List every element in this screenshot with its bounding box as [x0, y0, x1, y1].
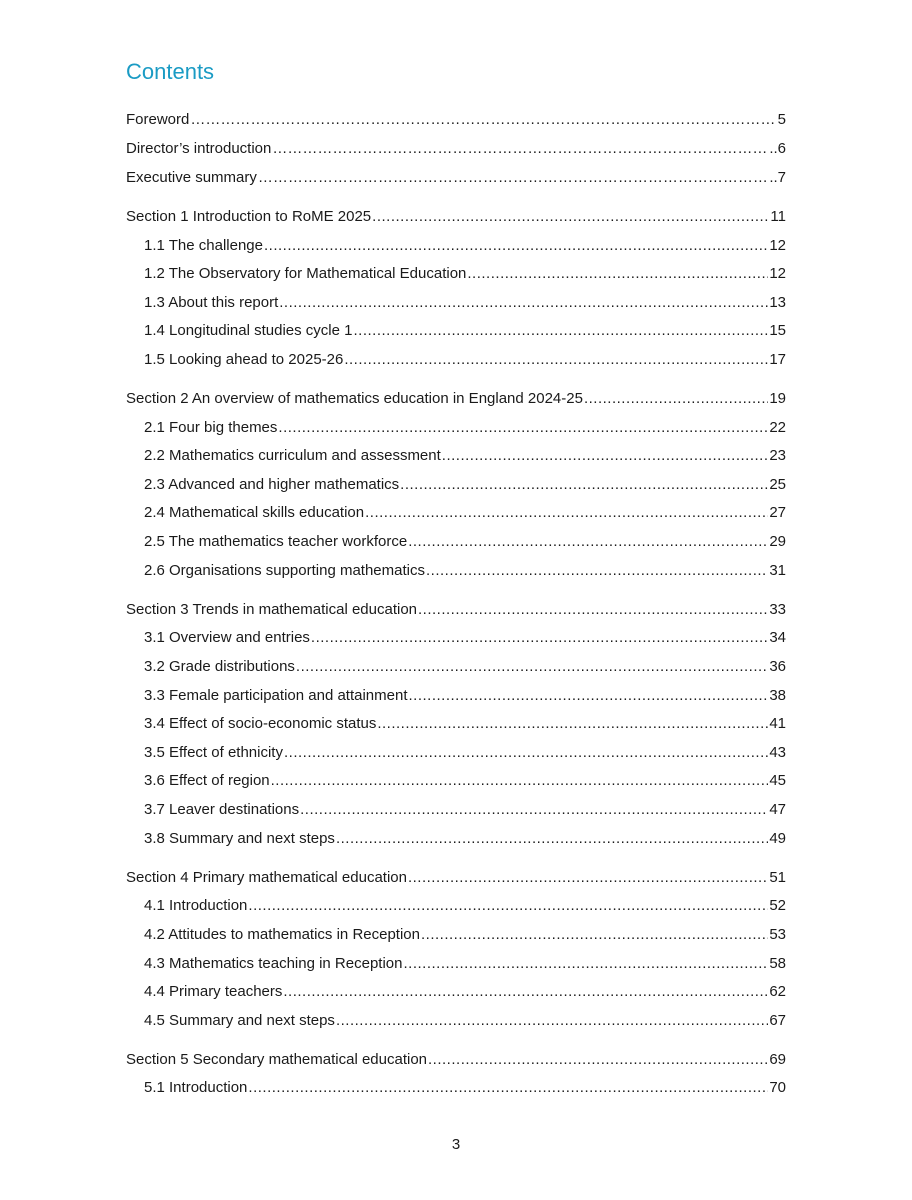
toc-entry-page: 49 [769, 830, 786, 847]
toc-entry-label: 3.7 Leaver destinations [144, 801, 300, 818]
toc-entry-label: 3.2 Grade distributions [144, 658, 295, 675]
dot-leader [403, 954, 768, 974]
dot-leader [365, 503, 768, 523]
toc-entry-label: 3.1 Overview and entries [144, 629, 310, 646]
toc-front-matter-entry[interactable] [126, 139, 786, 159]
toc-entry-label: Foreword [126, 111, 190, 128]
toc-entry-page: 62 [769, 983, 786, 1000]
toc-subsection-entry[interactable] [144, 743, 786, 763]
toc-subsection-entry[interactable] [144, 264, 786, 284]
dot-leader [377, 714, 768, 734]
toc-subsection-entry[interactable] [144, 1078, 786, 1098]
dot-leader [271, 771, 769, 791]
toc-entry-label: 1.5 Looking ahead to 2025-26 [144, 351, 344, 368]
dot-leader [426, 561, 768, 581]
toc-entry-label: 4.3 Mathematics teaching in Reception [144, 955, 403, 972]
toc-subsection-entry[interactable] [144, 800, 786, 820]
dot-leader [190, 110, 776, 130]
toc-entry-page: 29 [769, 533, 786, 550]
page-number: 3 [451, 1136, 461, 1153]
toc-entry-label: 4.5 Summary and next steps [144, 1012, 335, 1029]
dot-leader [296, 657, 768, 677]
toc-entry-label: Section 5 Secondary mathematical education [126, 1051, 428, 1068]
dot-leader [336, 829, 768, 849]
toc-entry-page: 17 [769, 351, 786, 368]
toc-entry-page: 45 [769, 772, 786, 789]
dot-leader [248, 1078, 768, 1098]
toc-entry-label: 1.2 The Observatory for Mathematical Education [144, 265, 467, 282]
contents-heading: Contents [126, 59, 215, 84]
toc-entry-page: 12 [769, 237, 786, 254]
toc-subsection-entry[interactable] [144, 829, 786, 849]
toc-entry-page: 41 [769, 715, 786, 732]
toc-entry-page: 13 [769, 294, 786, 311]
toc-entry-label: 3.4 Effect of socio-economic status [144, 715, 377, 732]
toc-entry-label: 2.3 Advanced and higher mathematics [144, 476, 400, 493]
dot-leader [353, 321, 768, 341]
toc-entry-label: 1.1 The challenge [144, 237, 263, 254]
toc-entry-page: 27 [769, 504, 786, 521]
toc-subsection-entry[interactable] [144, 418, 786, 438]
toc-subsection-entry[interactable] [144, 350, 786, 370]
toc-subsection-entry[interactable] [144, 1011, 786, 1031]
toc-subsection-entry[interactable] [144, 532, 786, 552]
toc-entry-label: 3.8 Summary and next steps [144, 830, 335, 847]
toc-entry-label: 3.5 Effect of ethnicity [144, 744, 283, 761]
toc-entry-label: 2.5 The mathematics teacher workforce [144, 533, 408, 550]
toc-entry-label: Executive summary [126, 169, 257, 186]
toc-entry-page: 33 [769, 601, 786, 618]
toc-entry-label: 2.6 Organisations supporting mathematics [144, 562, 425, 579]
toc-entry-page: 11 [770, 208, 786, 225]
dot-leader [311, 628, 768, 648]
toc-entry-page: 51 [769, 869, 786, 886]
toc-subsection-entry[interactable] [144, 925, 786, 945]
toc-subsection-entry[interactable] [144, 475, 786, 495]
dot-leader [418, 600, 768, 620]
toc-subsection-entry[interactable] [144, 236, 786, 256]
toc-entry-page: 22 [769, 419, 786, 436]
dot-leader [428, 1050, 768, 1070]
dot-leader [344, 350, 768, 370]
toc-section-entry[interactable] [126, 207, 786, 227]
toc-subsection-entry[interactable] [144, 293, 786, 313]
toc-entry-page: 69 [769, 1051, 786, 1068]
dot-leader [279, 293, 768, 313]
toc-entry-label: 1.3 About this report [144, 294, 279, 311]
toc-subsection-entry[interactable] [144, 446, 786, 466]
toc-entry-label: 5.1 Introduction [144, 1079, 248, 1096]
dot-leader [336, 1011, 768, 1031]
dot-leader [272, 139, 768, 159]
toc-entry-label: Section 1 Introduction to RoME 2025 [126, 208, 372, 225]
toc-subsection-entry[interactable] [144, 896, 786, 916]
toc-entry-page: 12 [769, 265, 786, 282]
dot-leader [264, 236, 768, 256]
toc-entry-page: 34 [769, 629, 786, 646]
toc-subsection-entry[interactable] [144, 982, 786, 1002]
toc-subsection-entry[interactable] [144, 628, 786, 648]
dot-leader [258, 168, 768, 188]
toc-front-matter-entry[interactable] [126, 168, 786, 188]
toc-entry-label: 1.4 Longitudinal studies cycle 1 [144, 322, 353, 339]
toc-entry-label: Section 3 Trends in mathematical education [126, 601, 417, 618]
toc-section-entry[interactable] [126, 1050, 786, 1070]
toc-entry-label: 3.6 Effect of region [144, 772, 270, 789]
dot-leader [372, 207, 769, 227]
toc-section-entry[interactable] [126, 389, 786, 409]
dot-leader [300, 800, 768, 820]
toc-entry-label: 4.4 Primary teachers [144, 983, 283, 1000]
toc-entry-page: 36 [769, 658, 786, 675]
toc-entry-page: 5 [777, 111, 786, 128]
toc-entry-page: ..6 [769, 140, 786, 157]
toc-entry-page: 23 [769, 447, 786, 464]
toc-subsection-entry[interactable] [144, 686, 786, 706]
toc-entry-page: 53 [769, 926, 786, 943]
toc-subsection-entry[interactable] [144, 714, 786, 734]
toc-subsection-entry[interactable] [144, 561, 786, 581]
toc-entry-page: 67 [769, 1012, 786, 1029]
toc-entry-label: Director’s introduction [126, 140, 272, 157]
dot-leader [467, 264, 768, 284]
toc-entry-label: 4.1 Introduction [144, 897, 248, 914]
toc-entry-label: 2.1 Four big themes [144, 419, 278, 436]
dot-leader [284, 743, 768, 763]
toc-section-entry[interactable] [126, 600, 786, 620]
toc-entry-page: 58 [769, 955, 786, 972]
toc-entry-label: Section 2 An overview of mathematics education in England 2024-25 [126, 390, 583, 407]
dot-leader [248, 896, 768, 916]
toc-subsection-entry[interactable] [144, 503, 786, 523]
toc-entry-page: 43 [769, 744, 786, 761]
toc-section-entry[interactable] [126, 868, 786, 888]
toc-front-matter-entry[interactable] [126, 110, 786, 130]
toc-entry-label: 4.2 Attitudes to mathematics in Reception [144, 926, 420, 943]
toc-subsection-entry[interactable] [144, 954, 786, 974]
toc-entry-label: 2.4 Mathematical skills education [144, 504, 365, 521]
toc-entry-page: 25 [769, 476, 786, 493]
dot-leader [400, 475, 768, 495]
toc-entry-page: 47 [769, 801, 786, 818]
dot-leader [409, 686, 769, 706]
toc-subsection-entry[interactable] [144, 771, 786, 791]
toc-subsection-entry[interactable] [144, 657, 786, 677]
toc-entry-page: 31 [769, 562, 786, 579]
toc-entry-label: Section 4 Primary mathematical education [126, 869, 407, 886]
dot-leader [442, 446, 769, 466]
toc-entry-label: 3.3 Female participation and attainment [144, 687, 408, 704]
toc-entry-page: 70 [769, 1079, 786, 1096]
toc-subsection-entry[interactable] [144, 321, 786, 341]
dot-leader [283, 982, 768, 1002]
dot-leader [278, 418, 768, 438]
toc-entry-page: ..7 [769, 169, 786, 186]
toc-entry-page: 19 [769, 390, 786, 407]
dot-leader [408, 868, 768, 888]
toc-entry-page: 15 [769, 322, 786, 339]
toc-entry-page: 52 [769, 897, 786, 914]
toc-entry-label: 2.2 Mathematics curriculum and assessment [144, 447, 441, 464]
dot-leader [408, 532, 768, 552]
toc-entry-page: 38 [769, 687, 786, 704]
dot-leader [584, 389, 768, 409]
dot-leader [421, 925, 768, 945]
